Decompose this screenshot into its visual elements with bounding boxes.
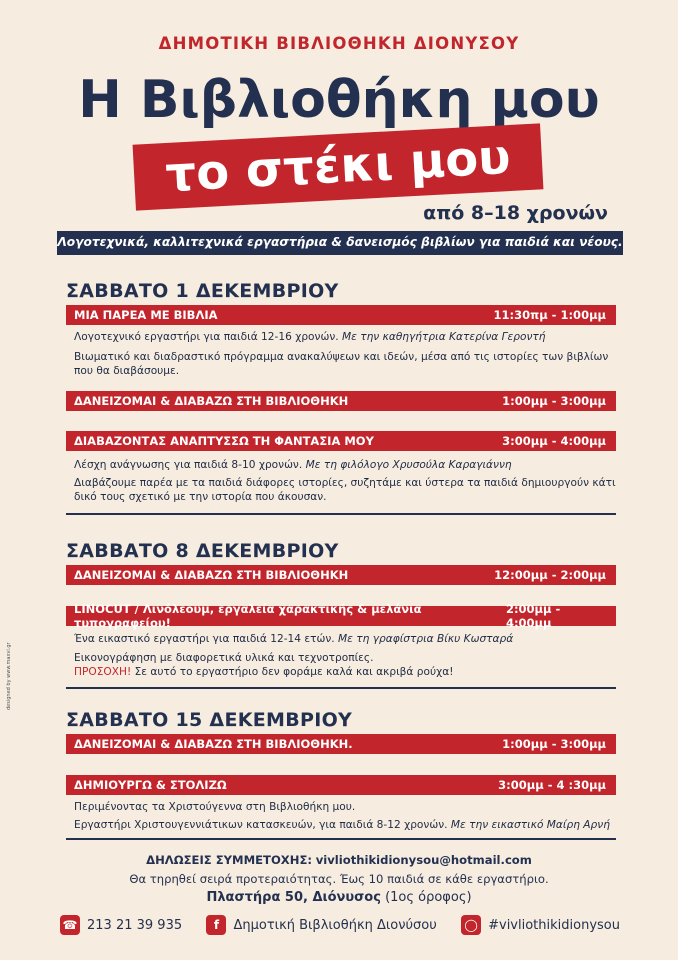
event-time: 1:00μμ - 3:00μμ bbox=[502, 394, 606, 408]
event-instructor: Με τη φιλόλογο Χρυσούλα Καραγιάννη bbox=[305, 459, 512, 471]
floor: (1ος όροφος) bbox=[385, 890, 472, 905]
event-desc-line: Εικονογράφηση με διαφορετικά υλικά και τεχνοτροπίες. bbox=[74, 652, 374, 664]
event-instructor: Με τη γραφίστρια Βίκυ Κωσταρά bbox=[338, 633, 514, 645]
day-heading: ΣΑΒΒΑΤΟ 8 ΔΕΚΕΜΒΡΙΟΥ bbox=[66, 540, 339, 562]
event-time: 3:00μμ - 4 :30μμ bbox=[498, 778, 606, 792]
event-bar bbox=[66, 775, 616, 795]
event-time: 2:00μμ - 4:00μμ bbox=[505, 602, 561, 630]
phone-contact[interactable] bbox=[60, 915, 182, 935]
event-title: ΜΙΑ ΠΑΡΕΑ ΜΕ ΒΙΒΛΙΑ bbox=[74, 308, 218, 322]
warning-text: Σε αυτό το εργαστήριο δεν φοράμε καλά και ακριβά ρούχα! bbox=[134, 666, 454, 678]
signup-email[interactable]: vivliothikidionysou@hotmail.com bbox=[315, 853, 532, 867]
instagram-icon: ◯ bbox=[461, 915, 481, 935]
event-bar bbox=[66, 734, 616, 754]
event-title: LINOCUT / Λινόλεουμ, εργαλεία χαρακτικής & μελάνια τυπογραφείου! bbox=[74, 602, 422, 630]
facebook-name: Δημοτική Βιβλιοθήκη Διονύσου bbox=[233, 917, 437, 933]
signup-label: ΔΗΛΩΣΕΙΣ ΣΥΜΜΕΤΟΧΗΣ: bbox=[146, 853, 313, 867]
event-desc-line: Διαβάζουμε παρέα με τα παιδιά διάφορες ιστορίες, συζητάμε και ύστερα τα παιδιά δημιουργούν κάτι δικό τους σχετικό με την ιστορία που άκουσαν. bbox=[74, 477, 616, 503]
age-range: από 8–18 χρονών bbox=[423, 202, 608, 224]
section-divider bbox=[66, 687, 616, 689]
contacts-row bbox=[60, 913, 620, 937]
event-title: ΔΑΝΕΙΖΟΜΑΙ & ΔΙΑΒΑΖΩ ΣΤΗ ΒΙΒΛΙΟΘΗΚΗ bbox=[74, 568, 349, 582]
event-instructor: Με την εικαστικό Μαίρη Αρνή bbox=[450, 819, 610, 831]
event-desc-line: Λογοτεχνικό εργαστήρι για παιδιά 12-16 χρονών. bbox=[74, 331, 339, 343]
instagram-handle: #vivliothikidionysou bbox=[488, 917, 620, 933]
event-description bbox=[74, 330, 619, 378]
event-desc-line: Λέσχη ανάγνωσης για παιδιά 8-10 χρονών. bbox=[74, 459, 303, 471]
phone-number: 213 21 39 935 bbox=[87, 917, 183, 933]
event-time: 3:00μμ - 4:00μμ bbox=[502, 434, 606, 448]
day-heading: ΣΑΒΒΑΤΟ 1 ΔΕΚΕΜΒΡΙΟΥ bbox=[66, 280, 339, 302]
event-desc-line: Ένα εικαστικό εργαστήρι για παιδιά 12-14 ετών. bbox=[74, 633, 335, 645]
event-title: ΔΗΜΙΟΥΡΓΩ & ΣΤΟΛΙΖΩ bbox=[74, 778, 227, 792]
facebook-contact[interactable] bbox=[206, 915, 436, 935]
event-instructor: Με την καθηγήτρια Κατερίνα Γεροντή bbox=[341, 331, 546, 343]
phone-icon: ☎ bbox=[60, 915, 80, 935]
event-desc-line: Περιμένοντας τα Χριστούγεννα στη Βιβλιοθήκη μου. bbox=[74, 801, 356, 813]
event-bar bbox=[66, 431, 616, 451]
event-time: 1:00μμ - 3:00μμ bbox=[502, 737, 606, 751]
priority-note: Θα τηρηθεί σειρά προτεραιότητας. Έως 10 παιδιά σε κάθε εργαστήριο. bbox=[129, 872, 549, 886]
section-divider bbox=[66, 838, 616, 840]
event-title: ΔΙΑΒΑΖΟΝΤΑΣ ΑΝΑΠΤΥΣΣΩ ΤΗ ΦΑΝΤΑΣΙΑ ΜΟΥ bbox=[74, 434, 374, 448]
day-heading: ΣΑΒΒΑΤΟ 15 ΔΕΚΕΜΒΡΙΟΥ bbox=[66, 709, 353, 731]
event-title: ΔΑΝΕΙΖΟΜΑΙ & ΔΙΑΒΑΖΩ ΣΤΗ ΒΙΒΛΙΟΘΗΚΗ bbox=[74, 394, 349, 408]
event-bar bbox=[66, 565, 616, 585]
section-divider bbox=[66, 513, 616, 515]
designer-credit: designed by www.maxvi.gr bbox=[6, 642, 12, 710]
event-bar bbox=[66, 391, 616, 411]
event-bar bbox=[66, 305, 616, 325]
warning-label: ΠΡΟΣΟΧΗ! bbox=[74, 666, 132, 678]
event-time: 12:00μμ - 2:00μμ bbox=[494, 568, 606, 582]
event-description bbox=[74, 632, 619, 679]
event-title: ΔΑΝΕΙΖΟΜΑΙ & ΔΙΑΒΑΖΩ ΣΤΗ ΒΙΒΛΙΟΘΗΚΗ. bbox=[74, 737, 353, 751]
title-line2: το στέκι μου bbox=[164, 129, 512, 203]
tagline: Λογοτεχνικά, καλλιτεχνικά εργαστήρια & δανεισμός βιβλίων για παιδιά και νέους. bbox=[57, 235, 623, 249]
event-description bbox=[74, 458, 619, 504]
signup-line bbox=[0, 853, 678, 867]
instagram-contact[interactable] bbox=[461, 915, 620, 935]
library-name: ΔΗΜΟΤΙΚΗ ΒΙΒΛΙΟΘΗΚΗ ΔΙΟΝΥΣΟΥ bbox=[158, 34, 520, 53]
event-time: 11:30πμ - 1:00μμ bbox=[493, 308, 606, 322]
facebook-icon: f bbox=[206, 915, 226, 935]
event-desc-line: Βιωματικό και διαδραστικό πρόγραμμα ανακαλύψεων και ιδεών, μέσα από τις ιστορίες των βιβλίων που θα διαβάσουμε. bbox=[74, 351, 609, 377]
event-description bbox=[74, 800, 619, 832]
event-desc-line: Εργαστήρι Χριστουγεννιάτικων κατασκευών, για παιδιά 8-12 χρονών. bbox=[74, 819, 448, 831]
event-bar bbox=[66, 602, 616, 630]
address: Πλαστήρα 50, Διόνυσος bbox=[206, 890, 381, 905]
title-line1: Η Βιβλιοθήκη μου bbox=[78, 70, 600, 130]
address-line bbox=[0, 890, 678, 905]
